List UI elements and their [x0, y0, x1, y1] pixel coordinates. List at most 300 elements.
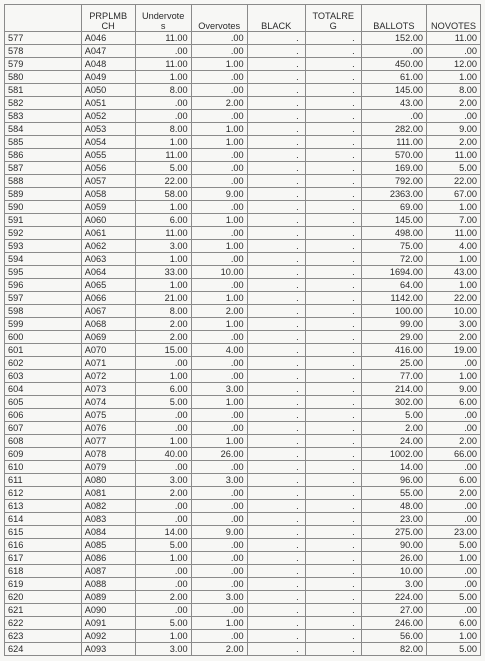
totalreg-cell: .	[305, 214, 361, 227]
prplmbch-cell: A073	[81, 383, 135, 396]
row-number: 591	[5, 214, 82, 227]
overvotes-cell: .00	[191, 513, 247, 526]
novotes-cell: 11.00	[427, 32, 481, 45]
undervotes-cell: 1.00	[135, 279, 191, 292]
row-number: 608	[5, 435, 82, 448]
totalreg-cell: .	[305, 318, 361, 331]
row-number: 581	[5, 84, 82, 97]
ballots-cell: 55.00	[361, 487, 426, 500]
header-novotes: NOVOTES	[427, 5, 481, 32]
ballots-cell: 82.00	[361, 643, 426, 656]
prplmbch-cell: A091	[81, 617, 135, 630]
totalreg-cell: .	[305, 123, 361, 136]
prplmbch-cell: A084	[81, 526, 135, 539]
black-cell: .	[247, 513, 305, 526]
table-row	[5, 162, 481, 175]
overvotes-cell: 9.00	[191, 188, 247, 201]
ballots-cell: .00	[361, 110, 426, 123]
row-number: 601	[5, 344, 82, 357]
black-cell: .	[247, 149, 305, 162]
black-cell: .	[247, 58, 305, 71]
novotes-cell: 66.00	[427, 448, 481, 461]
table-row	[5, 513, 481, 526]
table-row	[5, 409, 481, 422]
undervotes-cell: 15.00	[135, 344, 191, 357]
prplmbch-cell: A068	[81, 318, 135, 331]
undervotes-cell: 3.00	[135, 643, 191, 656]
black-cell: .	[247, 136, 305, 149]
overvotes-cell: 1.00	[191, 123, 247, 136]
prplmbch-cell: A059	[81, 201, 135, 214]
novotes-cell: 1.00	[427, 201, 481, 214]
totalreg-cell: .	[305, 344, 361, 357]
table-row	[5, 396, 481, 409]
row-number: 622	[5, 617, 82, 630]
totalreg-cell: .	[305, 136, 361, 149]
row-number: 611	[5, 474, 82, 487]
prplmbch-cell: A086	[81, 552, 135, 565]
prplmbch-cell: A083	[81, 513, 135, 526]
header-row	[5, 5, 481, 32]
table-row	[5, 84, 481, 97]
header-ballots: BALLOTS	[361, 5, 426, 32]
novotes-cell: 1.00	[427, 630, 481, 643]
overvotes-cell: .00	[191, 32, 247, 45]
black-cell: .	[247, 305, 305, 318]
table-row	[5, 45, 481, 58]
overvotes-cell: 1.00	[191, 58, 247, 71]
totalreg-cell: .	[305, 149, 361, 162]
overvotes-cell: .00	[191, 487, 247, 500]
black-cell: .	[247, 84, 305, 97]
ballots-cell: 570.00	[361, 149, 426, 162]
overvotes-cell: .00	[191, 201, 247, 214]
ballots-cell: 450.00	[361, 58, 426, 71]
ballots-cell: 77.00	[361, 370, 426, 383]
table-row	[5, 370, 481, 383]
black-cell: .	[247, 617, 305, 630]
novotes-cell: .00	[427, 565, 481, 578]
black-cell: .	[247, 253, 305, 266]
ballots-cell: 1002.00	[361, 448, 426, 461]
row-number: 610	[5, 461, 82, 474]
totalreg-cell: .	[305, 357, 361, 370]
prplmbch-cell: A051	[81, 97, 135, 110]
prplmbch-cell: A069	[81, 331, 135, 344]
row-number: 617	[5, 552, 82, 565]
totalreg-cell: .	[305, 565, 361, 578]
row-number: 596	[5, 279, 82, 292]
black-cell: .	[247, 630, 305, 643]
row-number: 616	[5, 539, 82, 552]
row-number: 594	[5, 253, 82, 266]
totalreg-cell: .	[305, 253, 361, 266]
novotes-cell: 4.00	[427, 240, 481, 253]
novotes-cell: 2.00	[427, 136, 481, 149]
black-cell: .	[247, 604, 305, 617]
totalreg-cell: .	[305, 630, 361, 643]
overvotes-cell: 2.00	[191, 643, 247, 656]
overvotes-cell: .00	[191, 409, 247, 422]
ballots-cell: 10.00	[361, 565, 426, 578]
prplmbch-cell: A090	[81, 604, 135, 617]
totalreg-cell: .	[305, 84, 361, 97]
totalreg-cell: .	[305, 188, 361, 201]
prplmbch-cell: A047	[81, 45, 135, 58]
black-cell: .	[247, 578, 305, 591]
table-row	[5, 32, 481, 45]
novotes-cell: 1.00	[427, 279, 481, 292]
black-cell: .	[247, 344, 305, 357]
novotes-cell: .00	[427, 513, 481, 526]
ballots-cell: 27.00	[361, 604, 426, 617]
totalreg-cell: .	[305, 409, 361, 422]
table-row	[5, 604, 481, 617]
overvotes-cell: .00	[191, 149, 247, 162]
ballots-cell: 2.00	[361, 422, 426, 435]
row-number: 579	[5, 58, 82, 71]
row-number: 598	[5, 305, 82, 318]
novotes-cell: .00	[427, 578, 481, 591]
overvotes-cell: .00	[191, 162, 247, 175]
novotes-cell: 2.00	[427, 487, 481, 500]
table-row	[5, 526, 481, 539]
black-cell: .	[247, 539, 305, 552]
black-cell: .	[247, 318, 305, 331]
ballots-cell: 246.00	[361, 617, 426, 630]
black-cell: .	[247, 448, 305, 461]
data-sheet	[4, 4, 481, 657]
totalreg-cell: .	[305, 305, 361, 318]
overvotes-cell: 10.00	[191, 266, 247, 279]
undervotes-cell: 1.00	[135, 136, 191, 149]
table-row	[5, 266, 481, 279]
table-row	[5, 227, 481, 240]
totalreg-cell: .	[305, 97, 361, 110]
novotes-cell: 5.00	[427, 539, 481, 552]
undervotes-cell: .00	[135, 110, 191, 123]
row-number: 592	[5, 227, 82, 240]
undervotes-cell: 3.00	[135, 474, 191, 487]
table-row	[5, 175, 481, 188]
totalreg-cell: .	[305, 58, 361, 71]
black-cell: .	[247, 71, 305, 84]
overvotes-cell: .00	[191, 357, 247, 370]
table-row	[5, 318, 481, 331]
black-cell: .	[247, 422, 305, 435]
totalreg-cell: .	[305, 240, 361, 253]
novotes-cell: .00	[427, 461, 481, 474]
row-number: 590	[5, 201, 82, 214]
black-cell: .	[247, 45, 305, 58]
header-row-number	[5, 5, 82, 32]
row-number: 609	[5, 448, 82, 461]
undervotes-cell: 1.00	[135, 435, 191, 448]
novotes-cell: 2.00	[427, 97, 481, 110]
ballots-cell: 3.00	[361, 578, 426, 591]
prplmbch-cell: A076	[81, 422, 135, 435]
ballots-cell: 1142.00	[361, 292, 426, 305]
prplmbch-cell: A075	[81, 409, 135, 422]
prplmbch-cell: A062	[81, 240, 135, 253]
undervotes-cell: 6.00	[135, 383, 191, 396]
row-number: 578	[5, 45, 82, 58]
undervotes-cell: .00	[135, 500, 191, 513]
novotes-cell: 7.00	[427, 214, 481, 227]
overvotes-cell: .00	[191, 84, 247, 97]
ballots-cell: 145.00	[361, 214, 426, 227]
undervotes-cell: 8.00	[135, 84, 191, 97]
black-cell: .	[247, 643, 305, 656]
undervotes-cell: 1.00	[135, 370, 191, 383]
overvotes-cell: .00	[191, 45, 247, 58]
black-cell: .	[247, 175, 305, 188]
novotes-cell: 9.00	[427, 383, 481, 396]
novotes-cell: 5.00	[427, 643, 481, 656]
totalreg-cell: .	[305, 383, 361, 396]
undervotes-cell: 1.00	[135, 552, 191, 565]
ballots-cell: 498.00	[361, 227, 426, 240]
undervotes-cell: 33.00	[135, 266, 191, 279]
totalreg-cell: .	[305, 32, 361, 45]
table-row	[5, 435, 481, 448]
totalreg-cell: .	[305, 643, 361, 656]
novotes-cell: 11.00	[427, 227, 481, 240]
undervotes-cell: .00	[135, 422, 191, 435]
overvotes-cell: .00	[191, 422, 247, 435]
overvotes-cell: .00	[191, 500, 247, 513]
prplmbch-cell: A087	[81, 565, 135, 578]
table-row	[5, 630, 481, 643]
header-black: BLACK	[247, 5, 305, 32]
prplmbch-cell: A056	[81, 162, 135, 175]
overvotes-cell: .00	[191, 604, 247, 617]
undervotes-cell: .00	[135, 604, 191, 617]
black-cell: .	[247, 370, 305, 383]
totalreg-cell: .	[305, 474, 361, 487]
undervotes-cell: 21.00	[135, 292, 191, 305]
undervotes-cell: 40.00	[135, 448, 191, 461]
black-cell: .	[247, 32, 305, 45]
novotes-cell: 12.00	[427, 58, 481, 71]
prplmbch-cell: A055	[81, 149, 135, 162]
row-number: 606	[5, 409, 82, 422]
black-cell: .	[247, 409, 305, 422]
row-number: 585	[5, 136, 82, 149]
prplmbch-cell: A092	[81, 630, 135, 643]
table-row	[5, 240, 481, 253]
overvotes-cell: 2.00	[191, 305, 247, 318]
black-cell: .	[247, 292, 305, 305]
undervotes-cell: .00	[135, 45, 191, 58]
black-cell: .	[247, 591, 305, 604]
prplmbch-cell: A065	[81, 279, 135, 292]
undervotes-cell: .00	[135, 409, 191, 422]
ballots-cell: 24.00	[361, 435, 426, 448]
ballots-cell: 282.00	[361, 123, 426, 136]
table-row	[5, 591, 481, 604]
ballots-cell: 26.00	[361, 552, 426, 565]
table-row	[5, 500, 481, 513]
row-number: 599	[5, 318, 82, 331]
table-row	[5, 279, 481, 292]
table-row	[5, 487, 481, 500]
row-number: 604	[5, 383, 82, 396]
undervotes-cell: 5.00	[135, 396, 191, 409]
row-number: 615	[5, 526, 82, 539]
prplmbch-cell: A070	[81, 344, 135, 357]
row-number: 580	[5, 71, 82, 84]
row-number: 603	[5, 370, 82, 383]
prplmbch-cell: A060	[81, 214, 135, 227]
ballots-cell: 69.00	[361, 201, 426, 214]
novotes-cell: 1.00	[427, 552, 481, 565]
undervotes-cell: 1.00	[135, 630, 191, 643]
ballots-cell: .00	[361, 45, 426, 58]
row-number: 620	[5, 591, 82, 604]
black-cell: .	[247, 396, 305, 409]
totalreg-cell: .	[305, 461, 361, 474]
row-number: 597	[5, 292, 82, 305]
undervotes-cell: 2.00	[135, 591, 191, 604]
totalreg-cell: .	[305, 45, 361, 58]
undervotes-cell: 1.00	[135, 201, 191, 214]
undervotes-cell: .00	[135, 97, 191, 110]
row-number: 583	[5, 110, 82, 123]
undervotes-cell: 11.00	[135, 58, 191, 71]
overvotes-cell: .00	[191, 578, 247, 591]
table-body	[5, 32, 481, 656]
novotes-cell: 8.00	[427, 84, 481, 97]
table-row	[5, 214, 481, 227]
header-overvotes: Overvotes	[191, 5, 247, 32]
ballots-cell: 14.00	[361, 461, 426, 474]
ballots-cell: 224.00	[361, 591, 426, 604]
prplmbch-cell: A049	[81, 71, 135, 84]
novotes-cell: 1.00	[427, 370, 481, 383]
undervotes-cell: .00	[135, 513, 191, 526]
black-cell: .	[247, 500, 305, 513]
ballots-cell: 5.00	[361, 409, 426, 422]
ballots-cell: 1694.00	[361, 266, 426, 279]
black-cell: .	[247, 552, 305, 565]
totalreg-cell: .	[305, 539, 361, 552]
row-number: 624	[5, 643, 82, 656]
black-cell: .	[247, 487, 305, 500]
table-row	[5, 123, 481, 136]
undervotes-cell: .00	[135, 578, 191, 591]
prplmbch-cell: A077	[81, 435, 135, 448]
ballots-cell: 90.00	[361, 539, 426, 552]
novotes-cell: .00	[427, 45, 481, 58]
ballots-cell: 792.00	[361, 175, 426, 188]
overvotes-cell: .00	[191, 331, 247, 344]
overvotes-cell: 2.00	[191, 97, 247, 110]
header-totalreg: TOTALRE G	[305, 5, 361, 32]
precinct-table	[4, 4, 481, 656]
overvotes-cell: 1.00	[191, 396, 247, 409]
header-undervotes: Undervote s	[135, 5, 191, 32]
black-cell: .	[247, 526, 305, 539]
overvotes-cell: 4.00	[191, 344, 247, 357]
totalreg-cell: .	[305, 331, 361, 344]
table-row	[5, 643, 481, 656]
totalreg-cell: .	[305, 513, 361, 526]
undervotes-cell: .00	[135, 357, 191, 370]
undervotes-cell: 1.00	[135, 253, 191, 266]
totalreg-cell: .	[305, 604, 361, 617]
novotes-cell: 5.00	[427, 591, 481, 604]
overvotes-cell: .00	[191, 175, 247, 188]
overvotes-cell: .00	[191, 552, 247, 565]
table-row	[5, 292, 481, 305]
prplmbch-cell: A058	[81, 188, 135, 201]
table-row	[5, 110, 481, 123]
row-number: 602	[5, 357, 82, 370]
black-cell: .	[247, 383, 305, 396]
overvotes-cell: .00	[191, 539, 247, 552]
row-number: 577	[5, 32, 82, 45]
overvotes-cell: .00	[191, 565, 247, 578]
black-cell: .	[247, 565, 305, 578]
undervotes-cell: 8.00	[135, 123, 191, 136]
prplmbch-cell: A046	[81, 32, 135, 45]
totalreg-cell: .	[305, 71, 361, 84]
novotes-cell: 6.00	[427, 396, 481, 409]
undervotes-cell: 5.00	[135, 539, 191, 552]
overvotes-cell: .00	[191, 253, 247, 266]
table-row	[5, 253, 481, 266]
table-row	[5, 357, 481, 370]
overvotes-cell: .00	[191, 279, 247, 292]
table-row	[5, 331, 481, 344]
black-cell: .	[247, 188, 305, 201]
novotes-cell: 2.00	[427, 435, 481, 448]
totalreg-cell: .	[305, 266, 361, 279]
novotes-cell: 23.00	[427, 526, 481, 539]
totalreg-cell: .	[305, 448, 361, 461]
table-row	[5, 58, 481, 71]
row-number: 607	[5, 422, 82, 435]
ballots-cell: 29.00	[361, 331, 426, 344]
totalreg-cell: .	[305, 175, 361, 188]
novotes-cell: 6.00	[427, 474, 481, 487]
row-number: 586	[5, 149, 82, 162]
totalreg-cell: .	[305, 500, 361, 513]
prplmbch-cell: A067	[81, 305, 135, 318]
prplmbch-cell: A081	[81, 487, 135, 500]
ballots-cell: 61.00	[361, 71, 426, 84]
overvotes-cell: .00	[191, 110, 247, 123]
undervotes-cell: 11.00	[135, 227, 191, 240]
novotes-cell: .00	[427, 604, 481, 617]
undervotes-cell: .00	[135, 461, 191, 474]
ballots-cell: 214.00	[361, 383, 426, 396]
prplmbch-cell: A078	[81, 448, 135, 461]
row-number: 619	[5, 578, 82, 591]
row-number: 600	[5, 331, 82, 344]
undervotes-cell: 11.00	[135, 32, 191, 45]
totalreg-cell: .	[305, 227, 361, 240]
prplmbch-cell: A079	[81, 461, 135, 474]
novotes-cell: 1.00	[427, 71, 481, 84]
black-cell: .	[247, 474, 305, 487]
table-row	[5, 552, 481, 565]
prplmbch-cell: A085	[81, 539, 135, 552]
ballots-cell: 2363.00	[361, 188, 426, 201]
row-number: 621	[5, 604, 82, 617]
undervotes-cell: 22.00	[135, 175, 191, 188]
